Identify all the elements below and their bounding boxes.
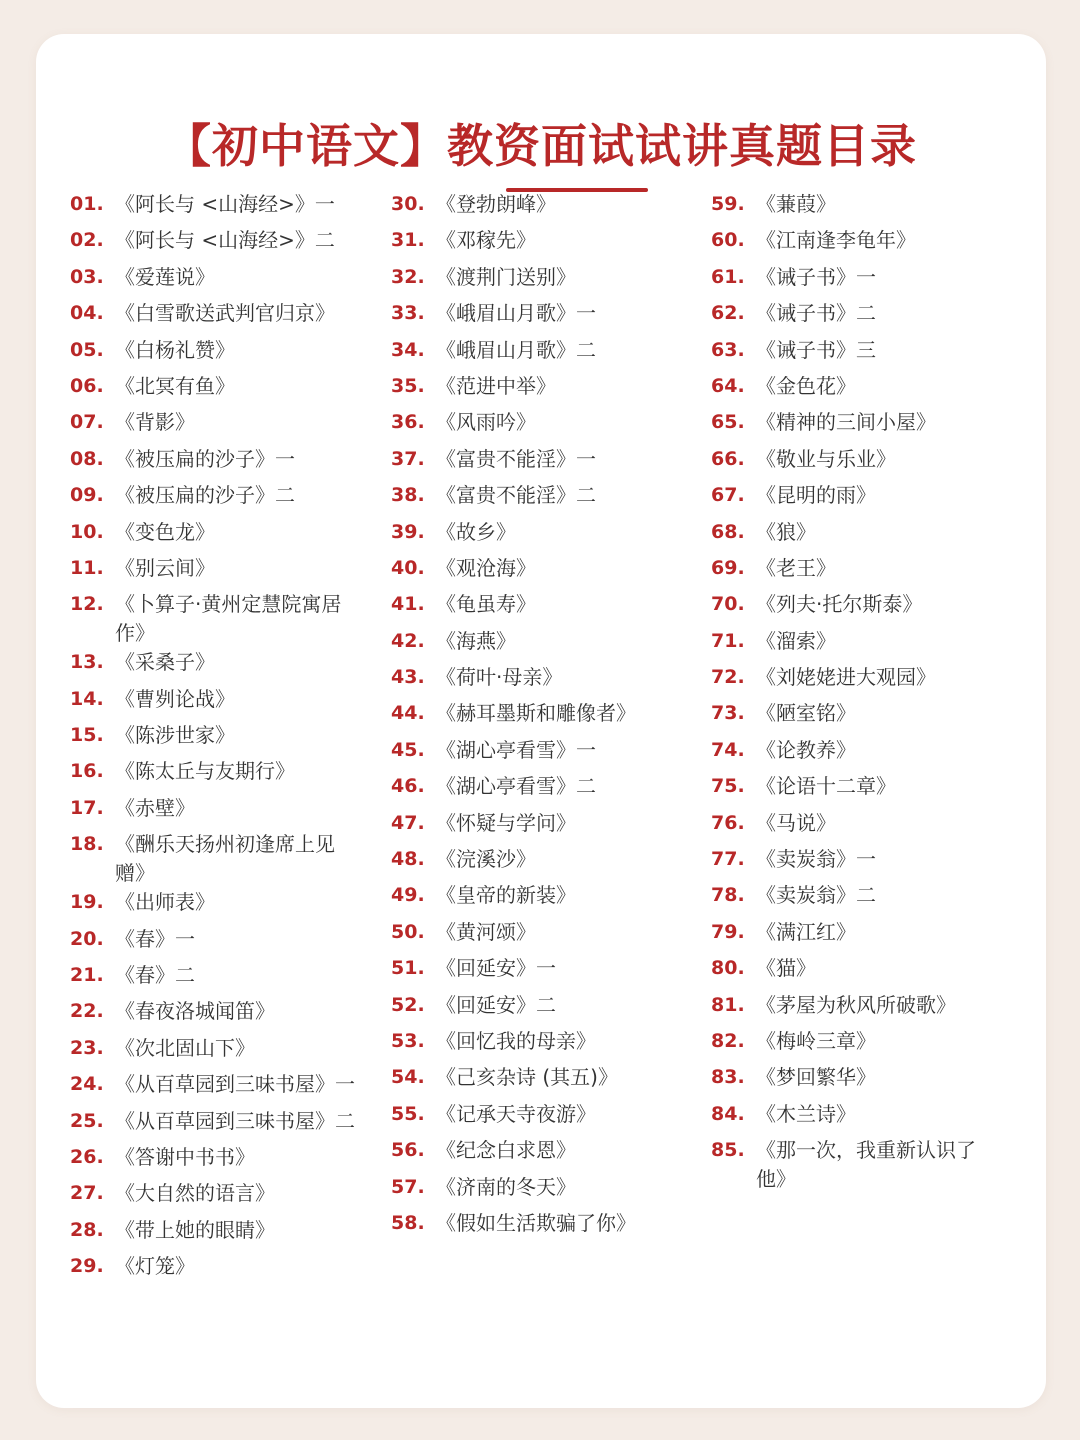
catalog-entry bbox=[70, 925, 370, 961]
catalog-entry bbox=[70, 445, 370, 481]
catalog-entry bbox=[711, 299, 1011, 335]
catalog-entry bbox=[391, 590, 691, 626]
entry-number: 01. bbox=[70, 193, 104, 215]
catalog-entry bbox=[711, 226, 1011, 262]
entry-title: 《刘姥姥进大观园》 bbox=[756, 665, 936, 690]
entry-title: 《陈太丘与友期行》 bbox=[115, 759, 295, 784]
entry-number: 72. bbox=[711, 666, 745, 689]
entry-title: 《渡荆门送别》 bbox=[436, 264, 576, 289]
catalog-entry bbox=[391, 809, 691, 845]
catalog-column-2 bbox=[391, 190, 691, 1245]
entry-number: 77. bbox=[711, 848, 745, 871]
entry-number: 75. bbox=[711, 775, 745, 798]
entry-number: 49. bbox=[391, 884, 425, 907]
catalog-entry bbox=[391, 263, 691, 299]
entry-title: 《大自然的语言》 bbox=[115, 1181, 275, 1206]
entry-number: 55. bbox=[391, 1102, 425, 1125]
entry-title: 《江南逢李龟年》 bbox=[756, 228, 916, 253]
entry-title: 《记承天寺夜游》 bbox=[436, 1101, 596, 1126]
entry-title: 《纪念白求恩》 bbox=[436, 1138, 576, 1163]
catalog-entry bbox=[711, 845, 1011, 881]
entry-title: 《列夫·托尔斯泰》 bbox=[756, 592, 923, 617]
entry-title: 《卖炭翁》二 bbox=[756, 883, 876, 908]
entry-number: 10. bbox=[70, 520, 104, 543]
entry-title: 《梦回繁华》 bbox=[756, 1065, 876, 1090]
entry-number: 50. bbox=[391, 920, 425, 943]
entry-title: 《富贵不能淫》一 bbox=[436, 446, 596, 471]
entry-number: 66. bbox=[711, 447, 745, 470]
catalog-entry bbox=[711, 554, 1011, 590]
catalog-entry bbox=[711, 445, 1011, 481]
entry-title: 《精神的三间小屋》 bbox=[756, 410, 936, 435]
entry-title: 《北冥有鱼》 bbox=[115, 373, 235, 398]
catalog-entry bbox=[391, 699, 691, 735]
entry-number: 48. bbox=[391, 848, 425, 871]
catalog-entry bbox=[711, 372, 1011, 408]
entry-title: 《猫》 bbox=[756, 956, 816, 981]
catalog-entry bbox=[70, 590, 370, 648]
catalog-entry bbox=[70, 1070, 370, 1106]
entry-number: 17. bbox=[70, 796, 104, 819]
catalog-entry bbox=[70, 518, 370, 554]
entry-number: 84. bbox=[711, 1102, 745, 1125]
entry-number: 45. bbox=[391, 738, 425, 761]
entry-title: 《马说》 bbox=[756, 810, 836, 835]
entry-title: 《湖心亭看雪》一 bbox=[436, 737, 596, 762]
catalog-entry bbox=[391, 918, 691, 954]
entry-title: 《故乡》 bbox=[436, 519, 516, 544]
catalog-entry bbox=[391, 1209, 691, 1245]
entry-title: 《狼》 bbox=[756, 519, 816, 544]
entry-number: 03. bbox=[70, 265, 104, 288]
entry-title: 《从百草园到三味书屋》二 bbox=[115, 1108, 355, 1133]
entry-number: 52. bbox=[391, 993, 425, 1016]
entry-number: 51. bbox=[391, 957, 425, 980]
entry-number: 85. bbox=[711, 1139, 745, 1162]
entry-title: 《春夜洛城闻笛》 bbox=[115, 999, 275, 1024]
entry-title: 《登勃朗峰》 bbox=[436, 192, 556, 216]
entry-title: 《答谢中书书》 bbox=[115, 1144, 255, 1169]
catalog-entry bbox=[391, 991, 691, 1027]
entry-title: 《次北固山下》 bbox=[115, 1035, 255, 1060]
entry-number: 79. bbox=[711, 920, 745, 943]
entry-number: 47. bbox=[391, 811, 425, 834]
catalog-entry bbox=[711, 336, 1011, 372]
entry-title: 《阿长与 <山海经>》一 bbox=[115, 192, 335, 216]
catalog-entry bbox=[391, 1136, 691, 1172]
entry-number: 12. bbox=[70, 593, 104, 616]
entry-number: 29. bbox=[70, 1255, 104, 1278]
catalog-entry bbox=[391, 299, 691, 335]
catalog-entry bbox=[70, 263, 370, 299]
entry-number: 23. bbox=[70, 1036, 104, 1059]
entry-number: 53. bbox=[391, 1029, 425, 1052]
catalog-entry bbox=[711, 699, 1011, 735]
entry-title: 《梅岭三章》 bbox=[756, 1028, 876, 1053]
catalog-entry bbox=[711, 1063, 1011, 1099]
entry-number: 35. bbox=[391, 374, 425, 397]
entry-number: 70. bbox=[711, 593, 745, 616]
entry-number: 46. bbox=[391, 775, 425, 798]
catalog-entry bbox=[711, 263, 1011, 299]
entry-title: 《论教养》 bbox=[756, 737, 856, 762]
catalog-entry bbox=[391, 1063, 691, 1099]
catalog-entry bbox=[70, 1179, 370, 1215]
entry-title: 《敬业与乐业》 bbox=[756, 446, 896, 471]
catalog-entry bbox=[711, 1136, 1011, 1194]
entry-title: 《陋室铭》 bbox=[756, 701, 856, 726]
catalog-entry bbox=[70, 685, 370, 721]
catalog-entry bbox=[711, 772, 1011, 808]
entry-number: 16. bbox=[70, 760, 104, 783]
entry-number: 39. bbox=[391, 520, 425, 543]
catalog-entry bbox=[391, 445, 691, 481]
entry-number: 15. bbox=[70, 724, 104, 747]
catalog-entry bbox=[711, 518, 1011, 554]
entry-title: 《回延安》一 bbox=[436, 956, 556, 981]
entry-number: 54. bbox=[391, 1066, 425, 1089]
entry-number: 05. bbox=[70, 338, 104, 361]
catalog-entry bbox=[70, 1143, 370, 1179]
entry-title: 《峨眉山月歌》二 bbox=[436, 337, 596, 362]
catalog-entry bbox=[391, 954, 691, 990]
catalog-entry bbox=[70, 961, 370, 997]
entry-number: 34. bbox=[391, 338, 425, 361]
entry-number: 28. bbox=[70, 1218, 104, 1241]
entry-number: 38. bbox=[391, 484, 425, 507]
entry-title: 《赫耳墨斯和雕像者》 bbox=[436, 701, 636, 726]
entry-title: 《己亥杂诗 (其五)》 bbox=[436, 1065, 618, 1090]
entry-title: 《采桑子》 bbox=[115, 650, 215, 675]
entry-number: 06. bbox=[70, 374, 104, 397]
entry-title: 《湖心亭看雪》二 bbox=[436, 774, 596, 799]
catalog-entry bbox=[70, 299, 370, 335]
entry-number: 24. bbox=[70, 1073, 104, 1096]
entry-number: 42. bbox=[391, 629, 425, 652]
catalog-entry bbox=[70, 757, 370, 793]
entry-number: 18. bbox=[70, 833, 104, 856]
entry-title: 《观沧海》 bbox=[436, 555, 536, 580]
entry-title: 《假如生活欺骗了你》 bbox=[436, 1210, 636, 1235]
entry-title: 《赤壁》 bbox=[115, 795, 195, 820]
entry-number: 36. bbox=[391, 411, 425, 434]
catalog-entry bbox=[70, 1034, 370, 1070]
entry-number: 82. bbox=[711, 1029, 745, 1052]
entry-title: 《阿长与 <山海经>》二 bbox=[115, 228, 335, 253]
entry-title: 《回延安》二 bbox=[436, 992, 556, 1017]
entry-number: 32. bbox=[391, 265, 425, 288]
entry-title: 《爱莲说》 bbox=[115, 264, 215, 289]
catalog-entry bbox=[391, 372, 691, 408]
entry-title: 《论语十二章》 bbox=[756, 774, 896, 799]
entry-title: 《卜算子·黄州定慧院寓居作》 bbox=[115, 592, 342, 646]
entry-number: 59. bbox=[711, 193, 745, 215]
entry-number: 81. bbox=[711, 993, 745, 1016]
entry-title: 《金色花》 bbox=[756, 373, 856, 398]
entry-number: 26. bbox=[70, 1145, 104, 1168]
entry-title: 《白雪歌送武判官归京》 bbox=[115, 301, 335, 326]
entry-number: 83. bbox=[711, 1066, 745, 1089]
entry-title: 《被压扁的沙子》二 bbox=[115, 483, 295, 508]
catalog-entry bbox=[70, 554, 370, 590]
entry-number: 44. bbox=[391, 702, 425, 725]
catalog-entry bbox=[70, 226, 370, 262]
catalog-entry bbox=[711, 918, 1011, 954]
entry-number: 63. bbox=[711, 338, 745, 361]
entry-title: 《海燕》 bbox=[436, 628, 516, 653]
entry-title: 《诫子书》一 bbox=[756, 264, 876, 289]
catalog-entry bbox=[711, 881, 1011, 917]
entry-number: 30. bbox=[391, 193, 425, 215]
entry-number: 22. bbox=[70, 1000, 104, 1023]
catalog-entry bbox=[391, 1100, 691, 1136]
entry-title: 《茅屋为秋风所破歌》 bbox=[756, 992, 956, 1017]
catalog-entry bbox=[70, 648, 370, 684]
entry-title: 《蒹葭》 bbox=[756, 192, 836, 216]
entry-number: 25. bbox=[70, 1109, 104, 1132]
entry-title: 《诫子书》三 bbox=[756, 337, 876, 362]
entry-title: 《木兰诗》 bbox=[756, 1101, 856, 1126]
catalog-entry bbox=[391, 736, 691, 772]
catalog-column-3 bbox=[711, 190, 1011, 1194]
catalog-entry bbox=[711, 1027, 1011, 1063]
catalog-column-1 bbox=[70, 190, 370, 1289]
entry-number: 56. bbox=[391, 1139, 425, 1162]
entry-title: 《峨眉山月歌》一 bbox=[436, 301, 596, 326]
catalog-entry bbox=[70, 481, 370, 517]
entry-title: 《浣溪沙》 bbox=[436, 847, 536, 872]
catalog-entry bbox=[391, 627, 691, 663]
catalog-entry bbox=[711, 627, 1011, 663]
catalog-entry bbox=[70, 408, 370, 444]
entry-number: 43. bbox=[391, 666, 425, 689]
entry-number: 69. bbox=[711, 556, 745, 579]
entry-number: 27. bbox=[70, 1182, 104, 1205]
entry-title: 《酬乐天扬州初逢席上见赠》 bbox=[115, 832, 335, 886]
entry-number: 67. bbox=[711, 484, 745, 507]
catalog-entry bbox=[70, 1216, 370, 1252]
catalog-entry bbox=[70, 794, 370, 830]
catalog-entry bbox=[711, 408, 1011, 444]
entry-number: 65. bbox=[711, 411, 745, 434]
entry-title: 《济南的冬天》 bbox=[436, 1174, 576, 1199]
catalog-entry bbox=[70, 1107, 370, 1143]
entry-title: 《荷叶·母亲》 bbox=[436, 665, 563, 690]
catalog-entry bbox=[391, 481, 691, 517]
entry-number: 73. bbox=[711, 702, 745, 725]
catalog-entry bbox=[711, 590, 1011, 626]
entry-number: 76. bbox=[711, 811, 745, 834]
entry-number: 21. bbox=[70, 964, 104, 987]
catalog-entry bbox=[391, 190, 691, 226]
entry-number: 80. bbox=[711, 957, 745, 980]
catalog-entry bbox=[391, 336, 691, 372]
catalog-entry bbox=[391, 772, 691, 808]
entry-title: 《那一次，我重新认识了他》 bbox=[756, 1138, 976, 1192]
entry-title: 《邓稼先》 bbox=[436, 228, 536, 253]
entry-title: 《带上她的眼睛》 bbox=[115, 1217, 275, 1242]
entry-title: 《陈涉世家》 bbox=[115, 723, 235, 748]
entry-number: 61. bbox=[711, 265, 745, 288]
entry-number: 09. bbox=[70, 484, 104, 507]
catalog-entry bbox=[70, 830, 370, 888]
catalog-entry bbox=[391, 1027, 691, 1063]
entry-title: 《被压扁的沙子》一 bbox=[115, 446, 295, 471]
entry-title: 《别云间》 bbox=[115, 555, 215, 580]
catalog-entry bbox=[711, 991, 1011, 1027]
entry-number: 20. bbox=[70, 927, 104, 950]
entry-number: 64. bbox=[711, 374, 745, 397]
entry-number: 07. bbox=[70, 411, 104, 434]
entry-title: 《黄河颂》 bbox=[436, 919, 536, 944]
catalog-entry bbox=[391, 845, 691, 881]
catalog-entry bbox=[391, 1173, 691, 1209]
entry-title: 《诫子书》二 bbox=[756, 301, 876, 326]
entry-number: 60. bbox=[711, 229, 745, 252]
entry-title: 《出师表》 bbox=[115, 890, 215, 915]
catalog-entry bbox=[711, 663, 1011, 699]
entry-title: 《春》一 bbox=[115, 926, 195, 951]
entry-title: 《回忆我的母亲》 bbox=[436, 1028, 596, 1053]
entry-title: 《白杨礼赞》 bbox=[115, 337, 235, 362]
entry-title: 《怀疑与学问》 bbox=[436, 810, 576, 835]
entry-number: 62. bbox=[711, 302, 745, 325]
entry-number: 08. bbox=[70, 447, 104, 470]
entry-title: 《溜索》 bbox=[756, 628, 836, 653]
entry-number: 74. bbox=[711, 738, 745, 761]
catalog-entry bbox=[391, 554, 691, 590]
entry-number: 02. bbox=[70, 229, 104, 252]
entry-title: 《曹刿论战》 bbox=[115, 686, 235, 711]
entry-number: 41. bbox=[391, 593, 425, 616]
entry-number: 58. bbox=[391, 1211, 425, 1234]
entry-title: 《老王》 bbox=[756, 555, 836, 580]
catalog-entry bbox=[70, 721, 370, 757]
catalog-entry bbox=[391, 226, 691, 262]
catalog-entry bbox=[711, 481, 1011, 517]
entry-title: 《皇帝的新装》 bbox=[436, 883, 576, 908]
entry-title: 《风雨吟》 bbox=[436, 410, 536, 435]
catalog-entry bbox=[391, 663, 691, 699]
catalog-entry bbox=[70, 372, 370, 408]
entry-number: 37. bbox=[391, 447, 425, 470]
entry-title: 《满江红》 bbox=[756, 919, 856, 944]
entry-title: 《昆明的雨》 bbox=[756, 483, 876, 508]
entry-title: 《背影》 bbox=[115, 410, 195, 435]
entry-number: 31. bbox=[391, 229, 425, 252]
catalog-entry bbox=[70, 190, 370, 226]
entry-number: 19. bbox=[70, 891, 104, 914]
page-title: 【初中语文】教资面试试讲真题目录 bbox=[165, 119, 917, 173]
entry-title: 《灯笼》 bbox=[115, 1254, 195, 1279]
catalog-entry bbox=[711, 190, 1011, 226]
catalog-entry bbox=[70, 1252, 370, 1288]
entry-title: 《范进中举》 bbox=[436, 373, 556, 398]
entry-number: 11. bbox=[70, 556, 104, 579]
entry-title: 《富贵不能淫》二 bbox=[436, 483, 596, 508]
entry-number: 13. bbox=[70, 651, 104, 674]
entry-title: 《龟虽寿》 bbox=[436, 592, 536, 617]
catalog-entry bbox=[391, 881, 691, 917]
entry-number: 40. bbox=[391, 556, 425, 579]
catalog-entry bbox=[711, 954, 1011, 990]
entry-number: 71. bbox=[711, 629, 745, 652]
entry-title: 《卖炭翁》一 bbox=[756, 847, 876, 872]
entry-title: 《从百草园到三味书屋》一 bbox=[115, 1072, 355, 1097]
entry-number: 04. bbox=[70, 302, 104, 325]
entry-number: 57. bbox=[391, 1175, 425, 1198]
catalog-entry bbox=[391, 518, 691, 554]
entry-number: 78. bbox=[711, 884, 745, 907]
entry-number: 33. bbox=[391, 302, 425, 325]
catalog-entry bbox=[70, 336, 370, 372]
entry-number: 68. bbox=[711, 520, 745, 543]
catalog-entry bbox=[70, 997, 370, 1033]
entry-title: 《春》二 bbox=[115, 963, 195, 988]
catalog-entry bbox=[711, 736, 1011, 772]
catalog-entry bbox=[391, 408, 691, 444]
catalog-entry bbox=[711, 1100, 1011, 1136]
entry-title: 《变色龙》 bbox=[115, 519, 215, 544]
catalog-entry bbox=[70, 888, 370, 924]
entry-number: 14. bbox=[70, 687, 104, 710]
catalog-entry bbox=[711, 809, 1011, 845]
